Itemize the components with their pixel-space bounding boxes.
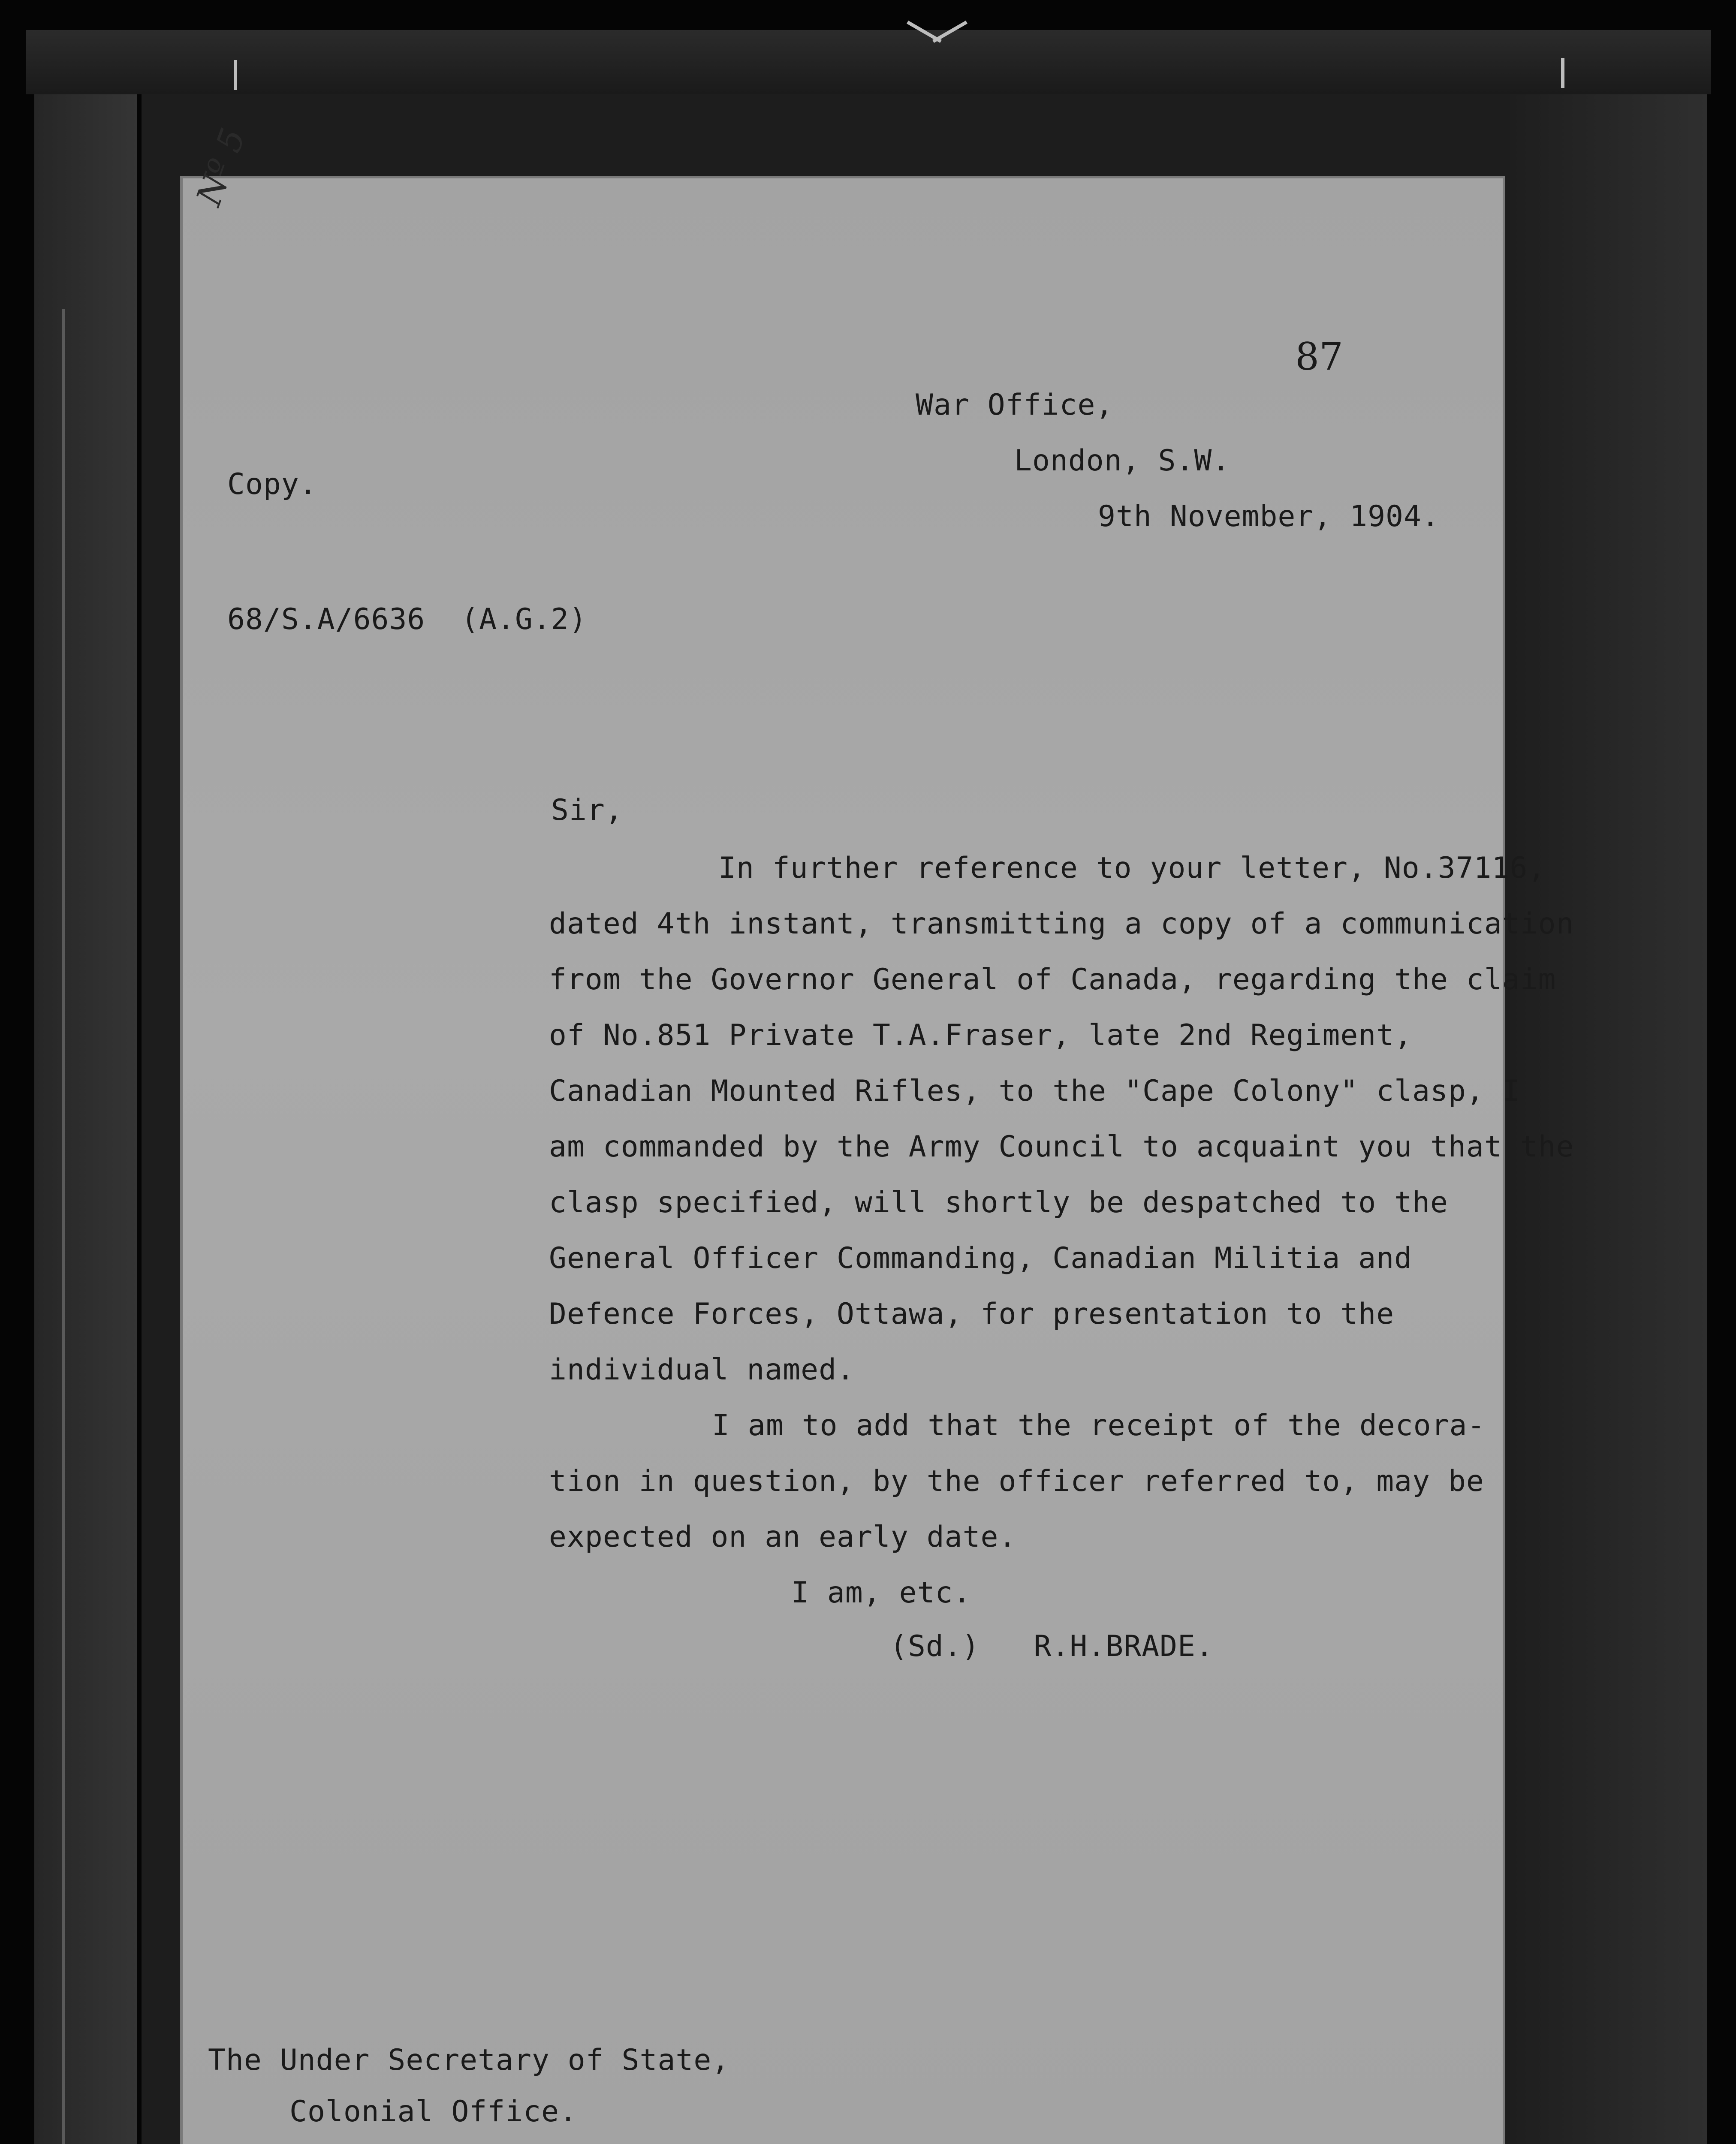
film-edge-line — [62, 309, 65, 2144]
body-line: individual named. — [549, 1353, 855, 1387]
frame-tick-mark — [234, 60, 237, 90]
sender-line-1: War Office, — [916, 388, 1114, 422]
body-line: of No.851 Private T.A.Fraser, late 2nd Regiment, — [549, 1018, 1413, 1052]
sender-line-2: London, S.W. — [1014, 444, 1230, 478]
body-line: dated 4th instant, transmitting a copy of a communication — [549, 907, 1574, 941]
folio-number: 87 — [1295, 334, 1343, 379]
closing: I am, etc. — [791, 1576, 971, 1610]
body-line: from the Governor General of Canada, regarding the claim — [549, 963, 1556, 997]
body-line: tion in question, by the officer referred to, may be — [549, 1464, 1484, 1498]
body-line: Canadian Mounted Rifles, to the "Cape Colony" clasp, I — [549, 1074, 1520, 1108]
body-line: In further reference to your letter, No.37116, — [718, 851, 1546, 885]
body-line: clasp specified, will shortly be despatched to the — [549, 1186, 1448, 1220]
body-line: am commanded by the Army Council to acquaint you that the — [549, 1130, 1574, 1164]
addressee-line-2: Colonial Office. — [289, 2095, 578, 2129]
copy-label: Copy. — [227, 467, 317, 501]
film-left-strip — [34, 94, 137, 2144]
salutation: Sir, — [551, 793, 623, 827]
body-line: I am to add that the receipt of the decora- — [712, 1409, 1486, 1442]
body-line: Defence Forces, Ottawa, for presentation to the — [549, 1297, 1395, 1331]
signature: (Sd.) R.H.BRADE. — [890, 1629, 1214, 1663]
body-line: expected on an early date. — [549, 1520, 1017, 1554]
letter-date: 9th November, 1904. — [1098, 500, 1440, 533]
reference-number: 68/S.A/6636 (A.G.2) — [227, 602, 587, 636]
film-top-strip — [26, 30, 1711, 94]
pencil-annotation: Nº 5 — [189, 123, 253, 211]
addressee-line-1: The Under Secretary of State, — [208, 2043, 730, 2077]
frame-tick-mark — [1561, 58, 1564, 88]
body-line: General Officer Commanding, Canadian Militia and — [549, 1241, 1413, 1275]
